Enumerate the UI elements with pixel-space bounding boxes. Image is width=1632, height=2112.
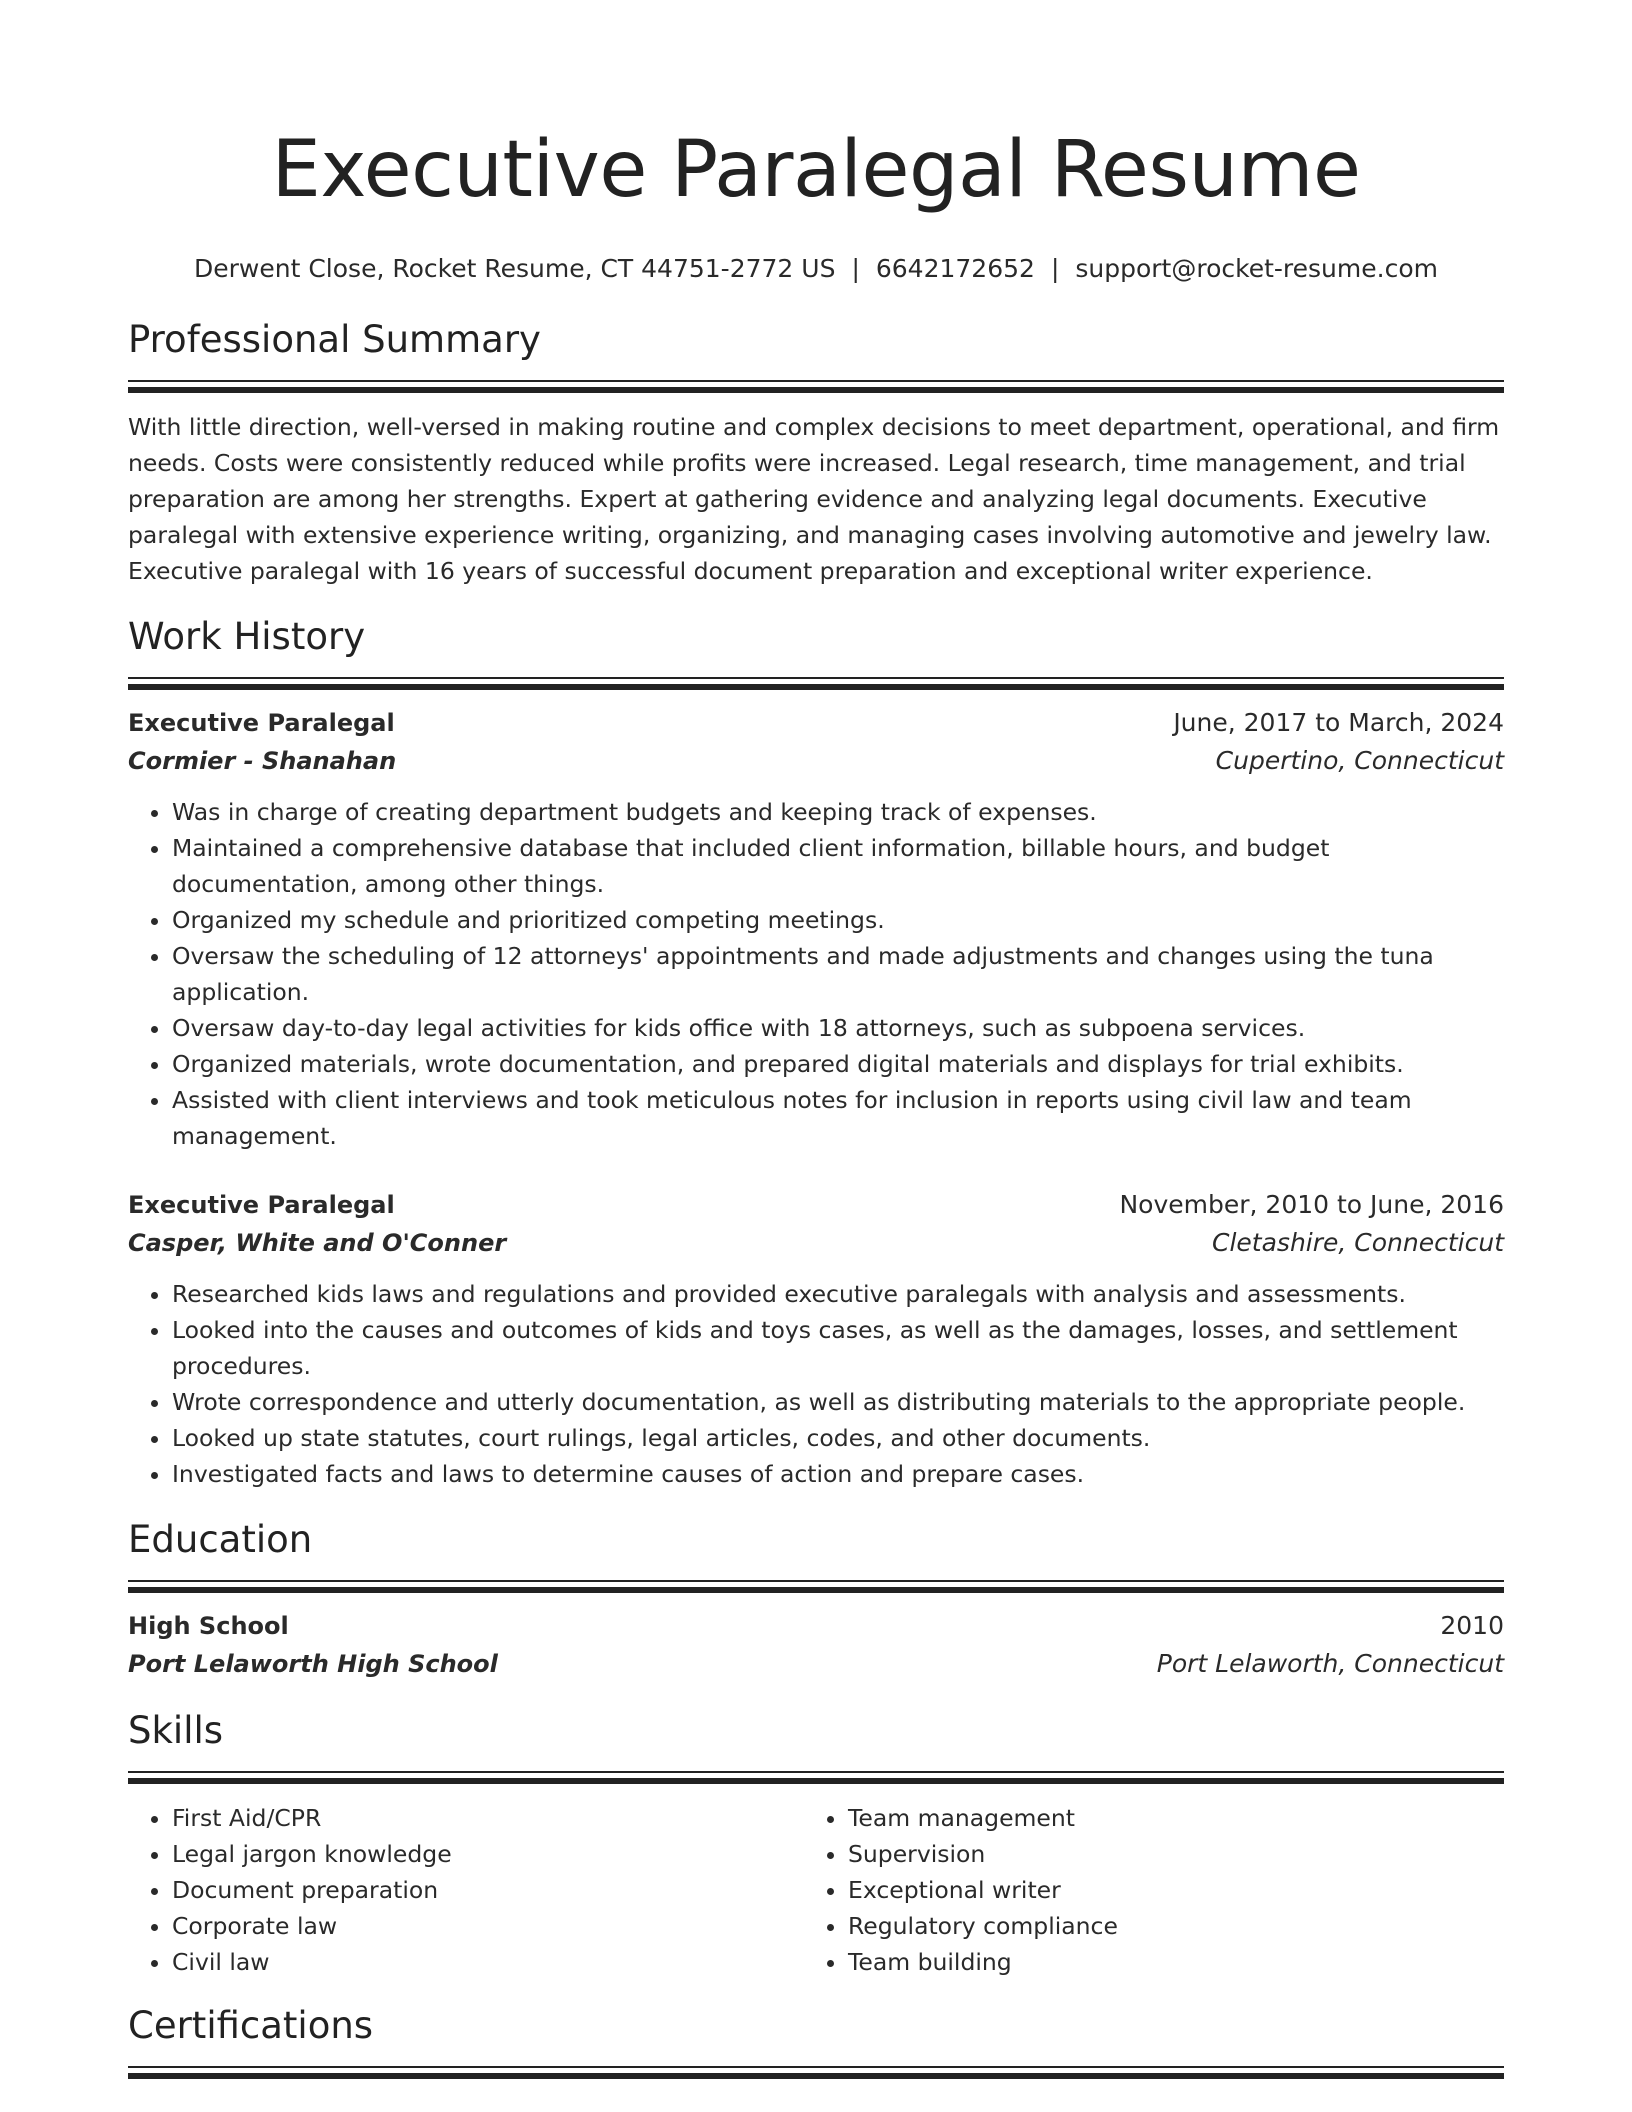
- job-bullet: • Wrote correspondence and utterly documentation, as well as distributing materials to the appropriate people.: [172, 1384, 1504, 1420]
- section-heading-certifications: Certifications: [128, 2004, 374, 2047]
- section-divider: [128, 677, 1504, 679]
- education-header-row: [128, 1607, 1504, 1645]
- job-bullet: • Looked into the causes and outcomes of kids and toys cases, as well as the damages, losses, and settlement procedures.: [172, 1312, 1504, 1384]
- job-company-row: [128, 1224, 1504, 1262]
- section-heading-education: Education: [128, 1518, 313, 1561]
- contact-line: [128, 252, 1504, 286]
- job-bullet: • Oversaw the scheduling of 12 attorneys' appointments and made adjustments and changes using the tuna application.: [172, 938, 1504, 1010]
- skill-item: • Document preparation: [172, 1872, 804, 1908]
- job-bullet: • Investigated facts and laws to determine causes of action and prepare cases.: [172, 1456, 1504, 1492]
- skills-section: [128, 1707, 1504, 1980]
- section-divider-thick: [128, 1587, 1504, 1593]
- job-header-row: [128, 704, 1504, 742]
- job-bullet: • Was in charge of creating department budgets and keeping track of expenses.: [172, 794, 1504, 830]
- skills-list-left: [128, 1800, 804, 1980]
- section-heading-summary: Professional Summary: [128, 318, 541, 361]
- education-year: 2010: [1440, 1611, 1504, 1640]
- job-company: Casper, White and O'Conner: [128, 1229, 507, 1257]
- skill-item: • Exceptional writer: [848, 1872, 1480, 1908]
- section-divider: [128, 1771, 1504, 1773]
- section-divider: [128, 2066, 1504, 2068]
- section-divider: [128, 1580, 1504, 1582]
- section-divider-thick: [128, 1778, 1504, 1784]
- contact-separator: |: [1050, 254, 1060, 283]
- education-degree: High School: [128, 1612, 289, 1640]
- job-dates: November, 2010 to June, 2016: [1119, 1190, 1504, 1219]
- job-bullet: • Assisted with client interviews and took meticulous notes for inclusion in reports using civil law and team management.: [172, 1082, 1504, 1154]
- job-bullets: [128, 1276, 1504, 1492]
- job-bullet: • Looked up state statutes, court rulings, legal articles, codes, and other documents.: [172, 1420, 1504, 1456]
- job-bullet: • Researched kids laws and regulations and provided executive paralegals with analysis and assessments.: [172, 1276, 1504, 1312]
- work-history-section: [128, 613, 1504, 1492]
- job-dates: June, 2017 to March, 2024: [1173, 708, 1504, 737]
- job-company-row: [128, 742, 1504, 780]
- job-location: Cletashire, Connecticut: [1212, 1228, 1504, 1257]
- education-entry: [128, 1607, 1504, 1683]
- summary-text: With little direction, well-versed in making routine and complex decisions to meet department, operational, and firm needs. Costs were consistently reduced while profits were increased. Legal research, time management, and trial preparation are among her strengths. Expert at gathering evidence and analyzing legal documents. Executive paralegal with extensive experience writing, organizing, and managing cases involving automotive and jewelry law. Executive paralegal with 16 years of successful document preparation and exceptional writer experience.: [128, 413, 1500, 585]
- job-entry: [128, 1186, 1504, 1492]
- job-bullets: [128, 794, 1504, 1154]
- skill-item: • Team management: [848, 1800, 1480, 1836]
- skill-item: • First Aid/CPR: [172, 1800, 804, 1836]
- skill-item: • Civil law: [172, 1944, 804, 1980]
- education-section: [128, 1516, 1504, 1683]
- certifications-section: [128, 2002, 1504, 2079]
- education-school: Port Lelaworth High School: [128, 1650, 498, 1678]
- contact-phone: 6642172652: [875, 254, 1035, 283]
- resume-title: Executive Paralegal Resume: [271, 125, 1361, 215]
- skill-item: • Team building: [848, 1944, 1480, 1980]
- skill-item: • Legal jargon knowledge: [172, 1836, 804, 1872]
- skill-item: • Corporate law: [172, 1908, 804, 1944]
- summary-section: [128, 316, 1504, 589]
- skill-item: • Regulatory compliance: [848, 1908, 1480, 1944]
- section-divider-thick: [128, 387, 1504, 393]
- job-title: Executive Paralegal: [128, 709, 395, 737]
- job-bullet: • Organized my schedule and prioritized competing meetings.: [172, 902, 1504, 938]
- job-title: Executive Paralegal: [128, 1191, 395, 1219]
- resume-page: [128, 0, 1504, 2079]
- contact-address: Derwent Close, Rocket Resume, CT 44751-2772 US: [194, 254, 836, 283]
- education-school-row: [128, 1645, 1504, 1683]
- job-bullet: • Maintained a comprehensive database that included client information, billable hours, and budget documentation, among other things.: [172, 830, 1504, 902]
- skill-item: • Supervision: [848, 1836, 1480, 1872]
- skills-list-right: [804, 1800, 1480, 1980]
- section-divider-thick: [128, 684, 1504, 690]
- section-heading-work-history: Work History: [128, 615, 366, 658]
- section-heading-skills: Skills: [128, 1709, 224, 1752]
- contact-email: support@rocket-resume.com: [1075, 254, 1438, 283]
- section-divider: [128, 380, 1504, 382]
- job-location: Cupertino, Connecticut: [1215, 746, 1504, 775]
- job-header-row: [128, 1186, 1504, 1224]
- job-bullet: • Oversaw day-to-day legal activities for kids office with 18 attorneys, such as subpoena services.: [172, 1010, 1504, 1046]
- skills-columns: [128, 1800, 1504, 1980]
- job-bullet: • Organized materials, wrote documentation, and prepared digital materials and displays for trial exhibits.: [172, 1046, 1504, 1082]
- contact-separator: |: [851, 254, 860, 283]
- job-company: Cormier - Shanahan: [128, 747, 397, 775]
- education-location: Port Lelaworth, Connecticut: [1156, 1649, 1504, 1678]
- job-entry: [128, 704, 1504, 1154]
- section-divider-thick: [128, 2073, 1504, 2079]
